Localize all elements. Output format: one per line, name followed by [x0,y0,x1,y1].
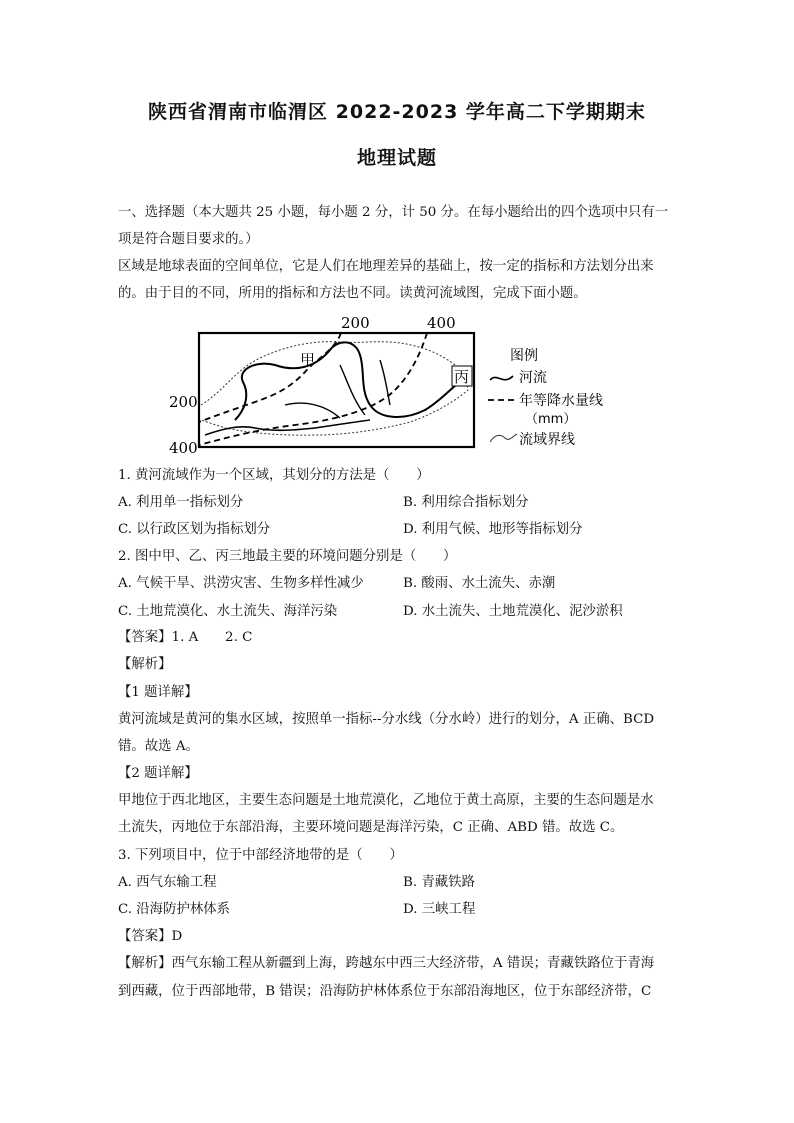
q1-stem: 1. 黄河流域作为一个区域，其划分的方法是（ ） [118,468,430,483]
q1-option-d: D. 利用气候、地形等指标划分 [403,522,583,537]
analysis-3-text-cont: 到西藏，位于西部地带，B 错误；沿海防护林体系位于东部沿海地区，位于东部经济带，C [118,984,652,999]
detail-1-label: 【1 题详解】 [118,685,198,700]
answer-3: 【答案】D [118,929,183,944]
analysis-label: 【解析】 [118,657,172,672]
tick-top-400: 400 [427,314,456,332]
analysis-3-text: 【解析】西气东输工程从新疆到上海，跨越东中西三大经济带，A 错误；青藏铁路位于青海 [118,956,655,971]
q2-option-b: B. 酸雨、水土流失、赤潮 [403,576,556,591]
tributary-4 [285,403,340,418]
legend-isohyet: 年等降水量线 [519,393,603,409]
label-jia: 甲 [300,351,316,369]
tributary-5 [380,360,390,405]
q2-option-d: D. 水土流失、土地荒漠化、泥沙淤积 [403,604,623,619]
q3-option-b: B. 青藏铁路 [403,875,475,890]
question-stem-cont: 的。由于目的不同，所用的指标和方法也不同。读黄河流域图，完成下面小题。 [118,286,587,301]
legend-unit: （mm） [525,412,577,427]
legend-boundary-icon [490,434,517,442]
legend-river-icon [490,376,513,380]
detail-2-label: 【2 题详解】 [118,766,198,781]
q1-option-a: A. 利用单一指标划分 [118,495,244,510]
document-title: 陕西省渭南市临渭区 2022-2023 学年高二下学期期末 [148,101,646,123]
q2-stem: 2. 图中甲、乙、丙三地最主要的环境问题分别是（ ） [118,549,457,564]
legend-boundary: 流域界线 [519,432,575,448]
answer-1-2: 【答案】1. A 2. C [118,630,253,645]
map-frame [199,333,474,447]
tick-top-200: 200 [341,314,370,332]
yellow-river-main [235,342,468,420]
q1-option-b: B. 利用综合指标划分 [403,495,529,510]
question-stem: 区域是地球表面的空间单位，它是人们在地理差异的基础上，按一定的指标和方法划分出来 [118,259,654,274]
tick-left-400: 400 [169,439,198,457]
detail-2-text: 甲地位于西北地区，主要生态问题是土地荒漠化，乙地位于黄土高原，主要的生态问题是水 [118,793,654,808]
isohyet-200-line [199,333,341,422]
legend-title: 图例 [510,348,538,364]
tick-left-200: 200 [169,393,198,411]
section-intro: 一、选择题（本大题共 25 小题，每小题 2 分，计 50 分。在每小题给出的四个选项中只有一 [118,205,669,220]
yellow-river-basin-map [165,310,625,460]
q1-option-c: C. 以行政区划为指标划分 [118,522,271,537]
tributary-1 [205,427,315,435]
q2-option-c: C. 土地荒漠化、水土流失、海洋污染 [118,604,338,619]
section-intro-cont: 项是符合题目要求的。） [118,232,259,247]
label-bing: 丙 [454,368,470,386]
q3-option-c: C. 沿海防护林体系 [118,902,231,917]
basin-boundary-line [201,342,468,436]
document-subtitle: 地理试题 [356,147,437,169]
legend-river: 河流 [519,370,547,386]
q3-option-d: D. 三峡工程 [403,902,476,917]
q3-stem: 3. 下列项目中，位于中部经济地带的是（ ） [118,848,403,863]
detail-1-text-cont: 错。故选 A。 [118,739,199,754]
detail-1-text: 黄河流域是黄河的集水区域，按照单一指标--分水线（分水岭）进行的划分，A 正确、BCD [118,712,655,727]
detail-2-text-cont: 土流失，丙地位于东部沿海，主要环境问题是海洋污染，C 正确、ABD 错。故选 C。 [118,820,624,835]
q2-option-a: A. 气候干旱、洪涝灾害、生物多样性减少 [118,576,364,591]
tributary-3 [340,365,365,415]
q3-option-a: A. 西气东输工程 [118,875,217,890]
